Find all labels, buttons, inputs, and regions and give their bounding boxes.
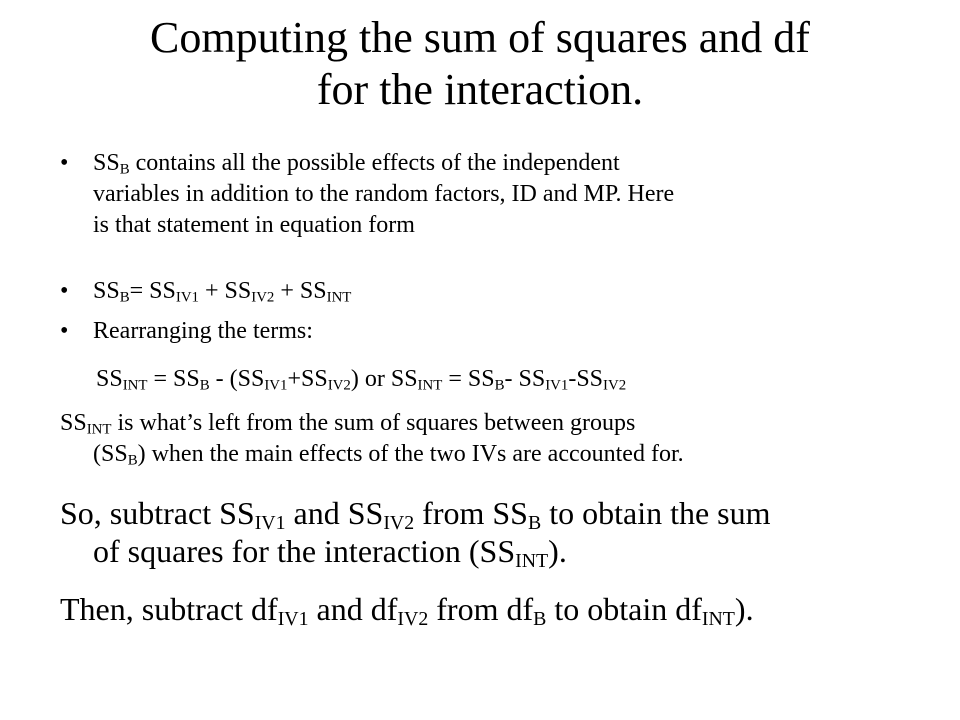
text-run: = SS — [129, 278, 176, 304]
subscript: IV2 — [383, 511, 415, 534]
subscript: B — [527, 511, 542, 534]
text-run: Then, subtract df — [60, 591, 278, 627]
text-run: SS — [60, 410, 87, 436]
subscript: IV1 — [175, 289, 199, 306]
text-run: + SS — [274, 278, 327, 304]
paragraph-subtract-df — [60, 590, 920, 628]
text-run: +SS — [287, 366, 328, 392]
title-line-1: Computing the sum of squares and df — [150, 13, 810, 62]
text-run: - SS — [504, 366, 546, 392]
title-line-2: for the interaction. — [316, 65, 644, 114]
text-run: variables in addition to the random factors, ID and MP. Here — [93, 181, 675, 207]
subscript: IV2 — [327, 377, 351, 394]
text-run: SS — [93, 278, 120, 304]
subscript: INT — [515, 549, 549, 572]
text-run: is that statement in equation form — [93, 212, 415, 238]
subscript: IV2 — [397, 607, 429, 630]
text-run: to obtain df — [546, 591, 702, 627]
subscript: B — [119, 161, 130, 178]
subscript: IV1 — [277, 607, 309, 630]
subscript: B — [494, 377, 505, 394]
subscript: B — [533, 607, 547, 630]
text-run: So, subtract SS — [60, 495, 255, 531]
formula-ssint — [96, 364, 926, 395]
text-run: SS — [96, 366, 123, 392]
text-run: (SS — [93, 441, 128, 467]
text-run: - (SS — [209, 366, 265, 392]
subscript: IV2 — [603, 377, 627, 394]
bullet-ssb-definition — [60, 148, 920, 241]
text-run: Rearranging the terms: — [93, 318, 313, 344]
text-run: and SS — [285, 495, 384, 531]
subscript: IV1 — [545, 377, 569, 394]
text-run: -SS — [568, 366, 604, 392]
paragraph-subtract-ss — [60, 494, 920, 570]
subscript: INT — [326, 289, 352, 306]
text-run: ) when the main effects of the two IVs are accounted for. — [137, 441, 684, 467]
text-run: ). — [734, 591, 754, 627]
subscript: INT — [701, 607, 735, 630]
subscript: IV1 — [254, 511, 286, 534]
paragraph-ssint-explanation — [60, 408, 920, 470]
subscript: INT — [122, 377, 148, 394]
text-run: SS — [93, 150, 120, 176]
slide-title — [0, 12, 960, 116]
bullet-rearranging — [60, 316, 920, 347]
subscript: B — [199, 377, 210, 394]
subscript: B — [127, 452, 138, 469]
text-run: and df — [308, 591, 398, 627]
text-run: of squares for the interaction (SS — [93, 533, 516, 569]
bullet-marker: • — [60, 318, 69, 344]
text-run: from SS — [414, 495, 528, 531]
subscript: B — [119, 289, 130, 306]
bullet-marker: • — [60, 150, 69, 176]
bullet-marker: • — [60, 278, 69, 304]
bullet-ssb-equation — [60, 276, 920, 307]
text-run: = SS — [147, 366, 200, 392]
text-run: contains all the possible effects of the independent — [129, 150, 620, 176]
text-run: from df — [428, 591, 534, 627]
text-run: to obtain the sum — [541, 495, 771, 531]
subscript: INT — [86, 421, 112, 438]
text-run: = SS — [442, 366, 495, 392]
subscript: INT — [417, 377, 443, 394]
text-run: ) or SS — [350, 366, 418, 392]
text-run: ). — [548, 533, 567, 569]
subscript: IV2 — [251, 289, 275, 306]
subscript: IV1 — [264, 377, 288, 394]
text-run: is what’s left from the sum of squares between groups — [111, 410, 636, 436]
text-run: + SS — [199, 278, 252, 304]
